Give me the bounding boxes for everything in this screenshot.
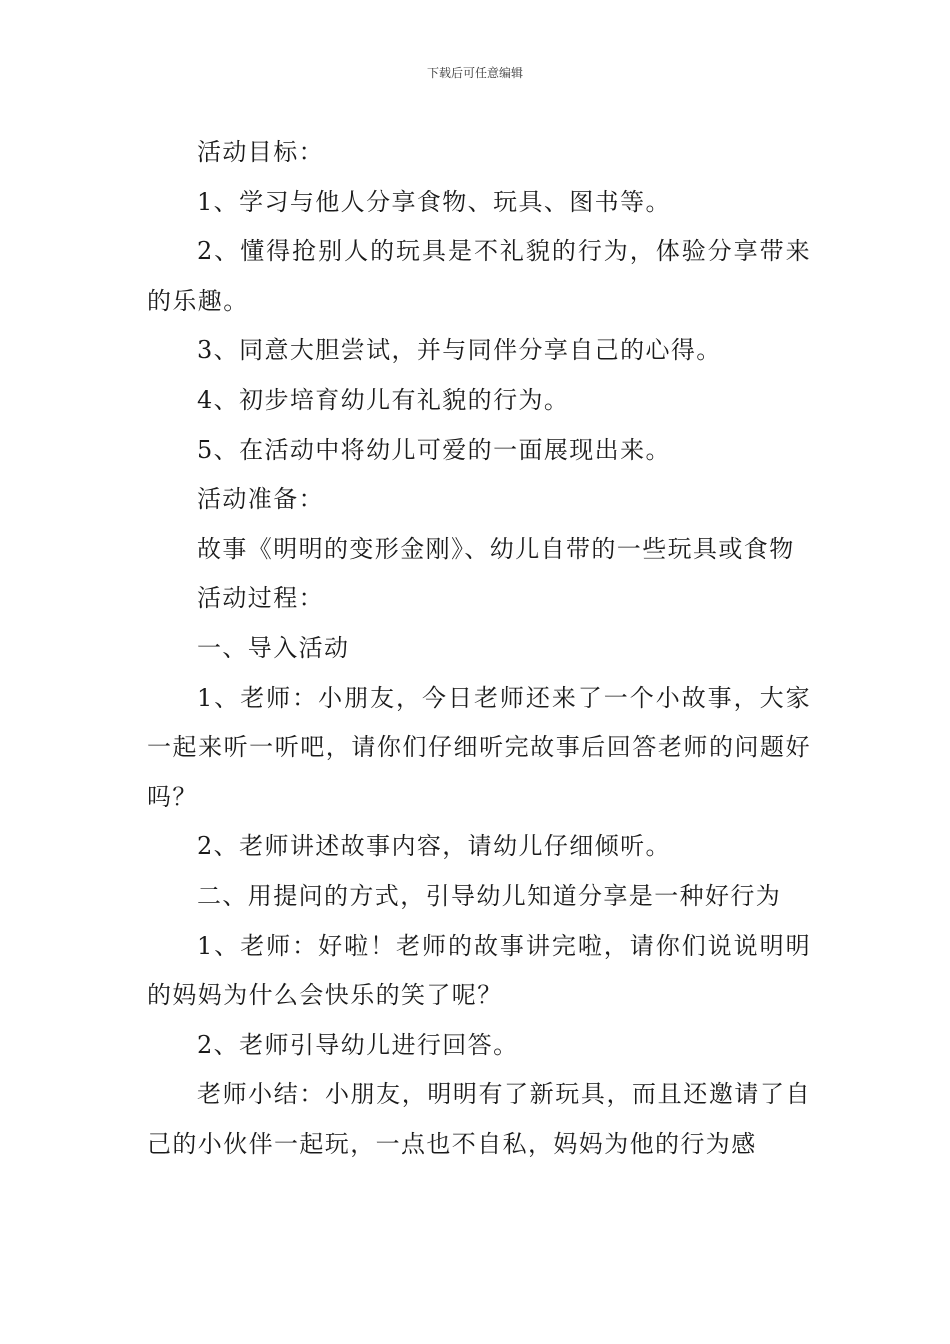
heading-activity-goals: 活动目标： (197, 138, 324, 166)
preparation-text: 故事《明明的变形金刚》、幼儿自带的一些玩具或食物 (197, 534, 795, 563)
heading-activity-process: 活动过程： (197, 584, 324, 613)
teacher-summary: 老师小结：小朋友，明明有了新玩具，而且还邀请了自己的小伙伴一起玩，一点也不自私，妈妈为他的行为感 (147, 1080, 811, 1158)
heading-activity-preparation: 活动准备： (197, 485, 324, 514)
goal-item-3: 3、同意大胆尝试，并与同伴分享自己的心得。 (197, 336, 722, 365)
section-two-title: 二、用提问的方式，引导幼儿知道分享是一种好行为 (197, 881, 782, 910)
section-one-step-2: 2、老师讲述故事内容，请幼儿仔细倾听。 (197, 832, 671, 861)
page-header: 下载后可任意编辑 (426, 66, 523, 80)
section-two-step-2: 2、老师引导幼儿进行回答。 (197, 1030, 519, 1059)
section-one-step-1: 1、老师：小朋友，今日老师还来了一个小故事，大家一起来听一听吧，请你们仔细听完故事后回答老师的问题好吗？ (147, 683, 811, 811)
document-body (147, 128, 811, 1169)
section-two-step-1: 1、老师：好啦！老师的故事讲完啦，请你们说说明明的妈妈为什么会快乐的笑了呢？ (147, 931, 811, 1010)
goal-item-4: 4、初步培育幼儿有礼貌的行为。 (197, 385, 570, 414)
goal-item-1: 1、学习与他人分享食物、玩具、图书等。 (197, 187, 671, 216)
section-one-title: 一、导入活动 (197, 633, 350, 662)
goal-item-2: 2、懂得抢别人的玩具是不礼貌的行为，体验分享带来的乐趣。 (147, 237, 811, 315)
goal-item-5: 5、在活动中将幼儿可爱的一面展现出来。 (197, 435, 671, 464)
